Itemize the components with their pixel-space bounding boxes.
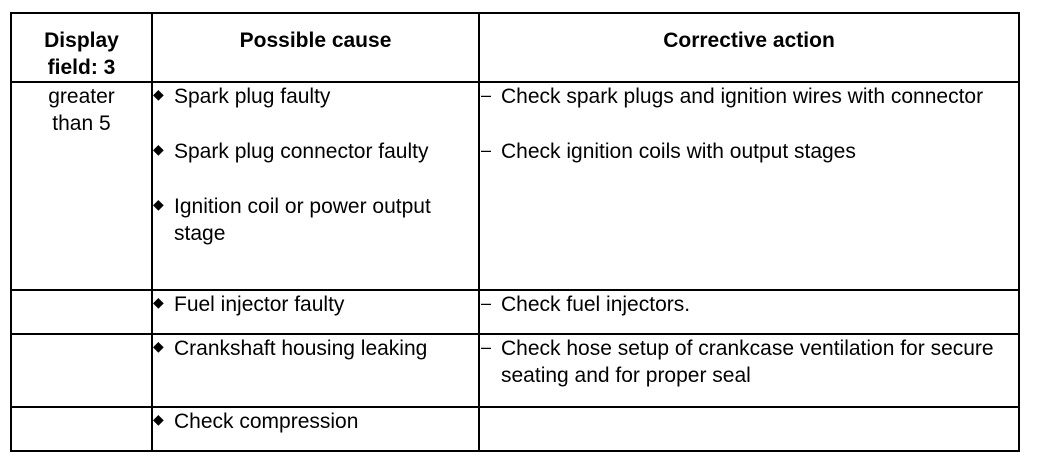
action-text: Check spark plugs and ignition wires with connector [501, 85, 984, 108]
action-list [480, 291, 1018, 318]
corrective-action-cell [479, 407, 1019, 451]
cause-list [153, 291, 478, 318]
list-item [480, 138, 1018, 165]
action-list [480, 335, 1018, 389]
display-field-line1: greater [48, 85, 115, 108]
cause-text: Crankshaft housing leaking [174, 337, 428, 360]
list-item [480, 83, 1018, 110]
action-text: Check fuel injectors. [501, 293, 691, 316]
header-display-field [11, 13, 152, 82]
list-item [153, 408, 478, 435]
display-field-cell [11, 290, 152, 334]
header-display-field-line1: Display [44, 29, 119, 52]
header-possible-cause: Possible cause [152, 13, 479, 82]
list-item [480, 291, 1018, 318]
diamond-bullet-icon: ◆ [153, 86, 164, 102]
corrective-action-cell [479, 334, 1019, 407]
diamond-bullet-icon: ◆ [153, 338, 164, 354]
dash-bullet-icon: – [481, 293, 492, 313]
action-list [480, 83, 1018, 165]
cause-text: Check compression [174, 410, 359, 433]
table-row [11, 290, 1019, 334]
display-field-cell [11, 334, 152, 407]
possible-cause-cell [152, 407, 479, 451]
cause-text: Spark plug connector faulty [174, 140, 429, 163]
table-row [11, 334, 1019, 407]
dash-bullet-icon: – [481, 337, 492, 357]
diamond-bullet-icon: ◆ [153, 294, 164, 310]
header-display-field-line2: field: 3 [47, 56, 116, 79]
action-text: Check ignition coils with output stages [501, 140, 856, 163]
corrective-action-cell [479, 290, 1019, 334]
display-field-cell [11, 82, 152, 290]
list-item [153, 291, 478, 318]
cause-text: Fuel injector faulty [174, 293, 345, 316]
display-field-line2: than 5 [52, 112, 111, 135]
display-field-cell [11, 407, 152, 451]
table-row [11, 407, 1019, 451]
list-item [153, 193, 478, 247]
possible-cause-cell [152, 290, 479, 334]
cause-text: Ignition coil or power output stage [174, 195, 431, 245]
table-row [11, 82, 1019, 290]
dash-bullet-icon: – [481, 140, 492, 160]
diamond-bullet-icon: ◆ [153, 196, 164, 212]
header-corrective-action: Corrective action [479, 13, 1019, 82]
list-item [153, 335, 478, 362]
possible-cause-cell [152, 82, 479, 290]
possible-cause-cell [152, 334, 479, 407]
cause-list [153, 408, 478, 435]
list-item [153, 83, 478, 110]
diamond-bullet-icon: ◆ [153, 411, 164, 427]
diamond-bullet-icon: ◆ [153, 141, 164, 157]
list-item [480, 335, 1018, 389]
header-row [11, 13, 1019, 82]
cause-list [153, 335, 478, 362]
cause-list [153, 83, 478, 247]
action-text: Check hose setup of crankcase ventilation for secure seating and for proper seal [501, 337, 994, 387]
cause-text: Spark plug faulty [174, 85, 331, 108]
corrective-action-cell [479, 82, 1019, 290]
diagnostic-table [10, 12, 1020, 452]
list-item [153, 138, 478, 165]
dash-bullet-icon: – [481, 85, 492, 105]
